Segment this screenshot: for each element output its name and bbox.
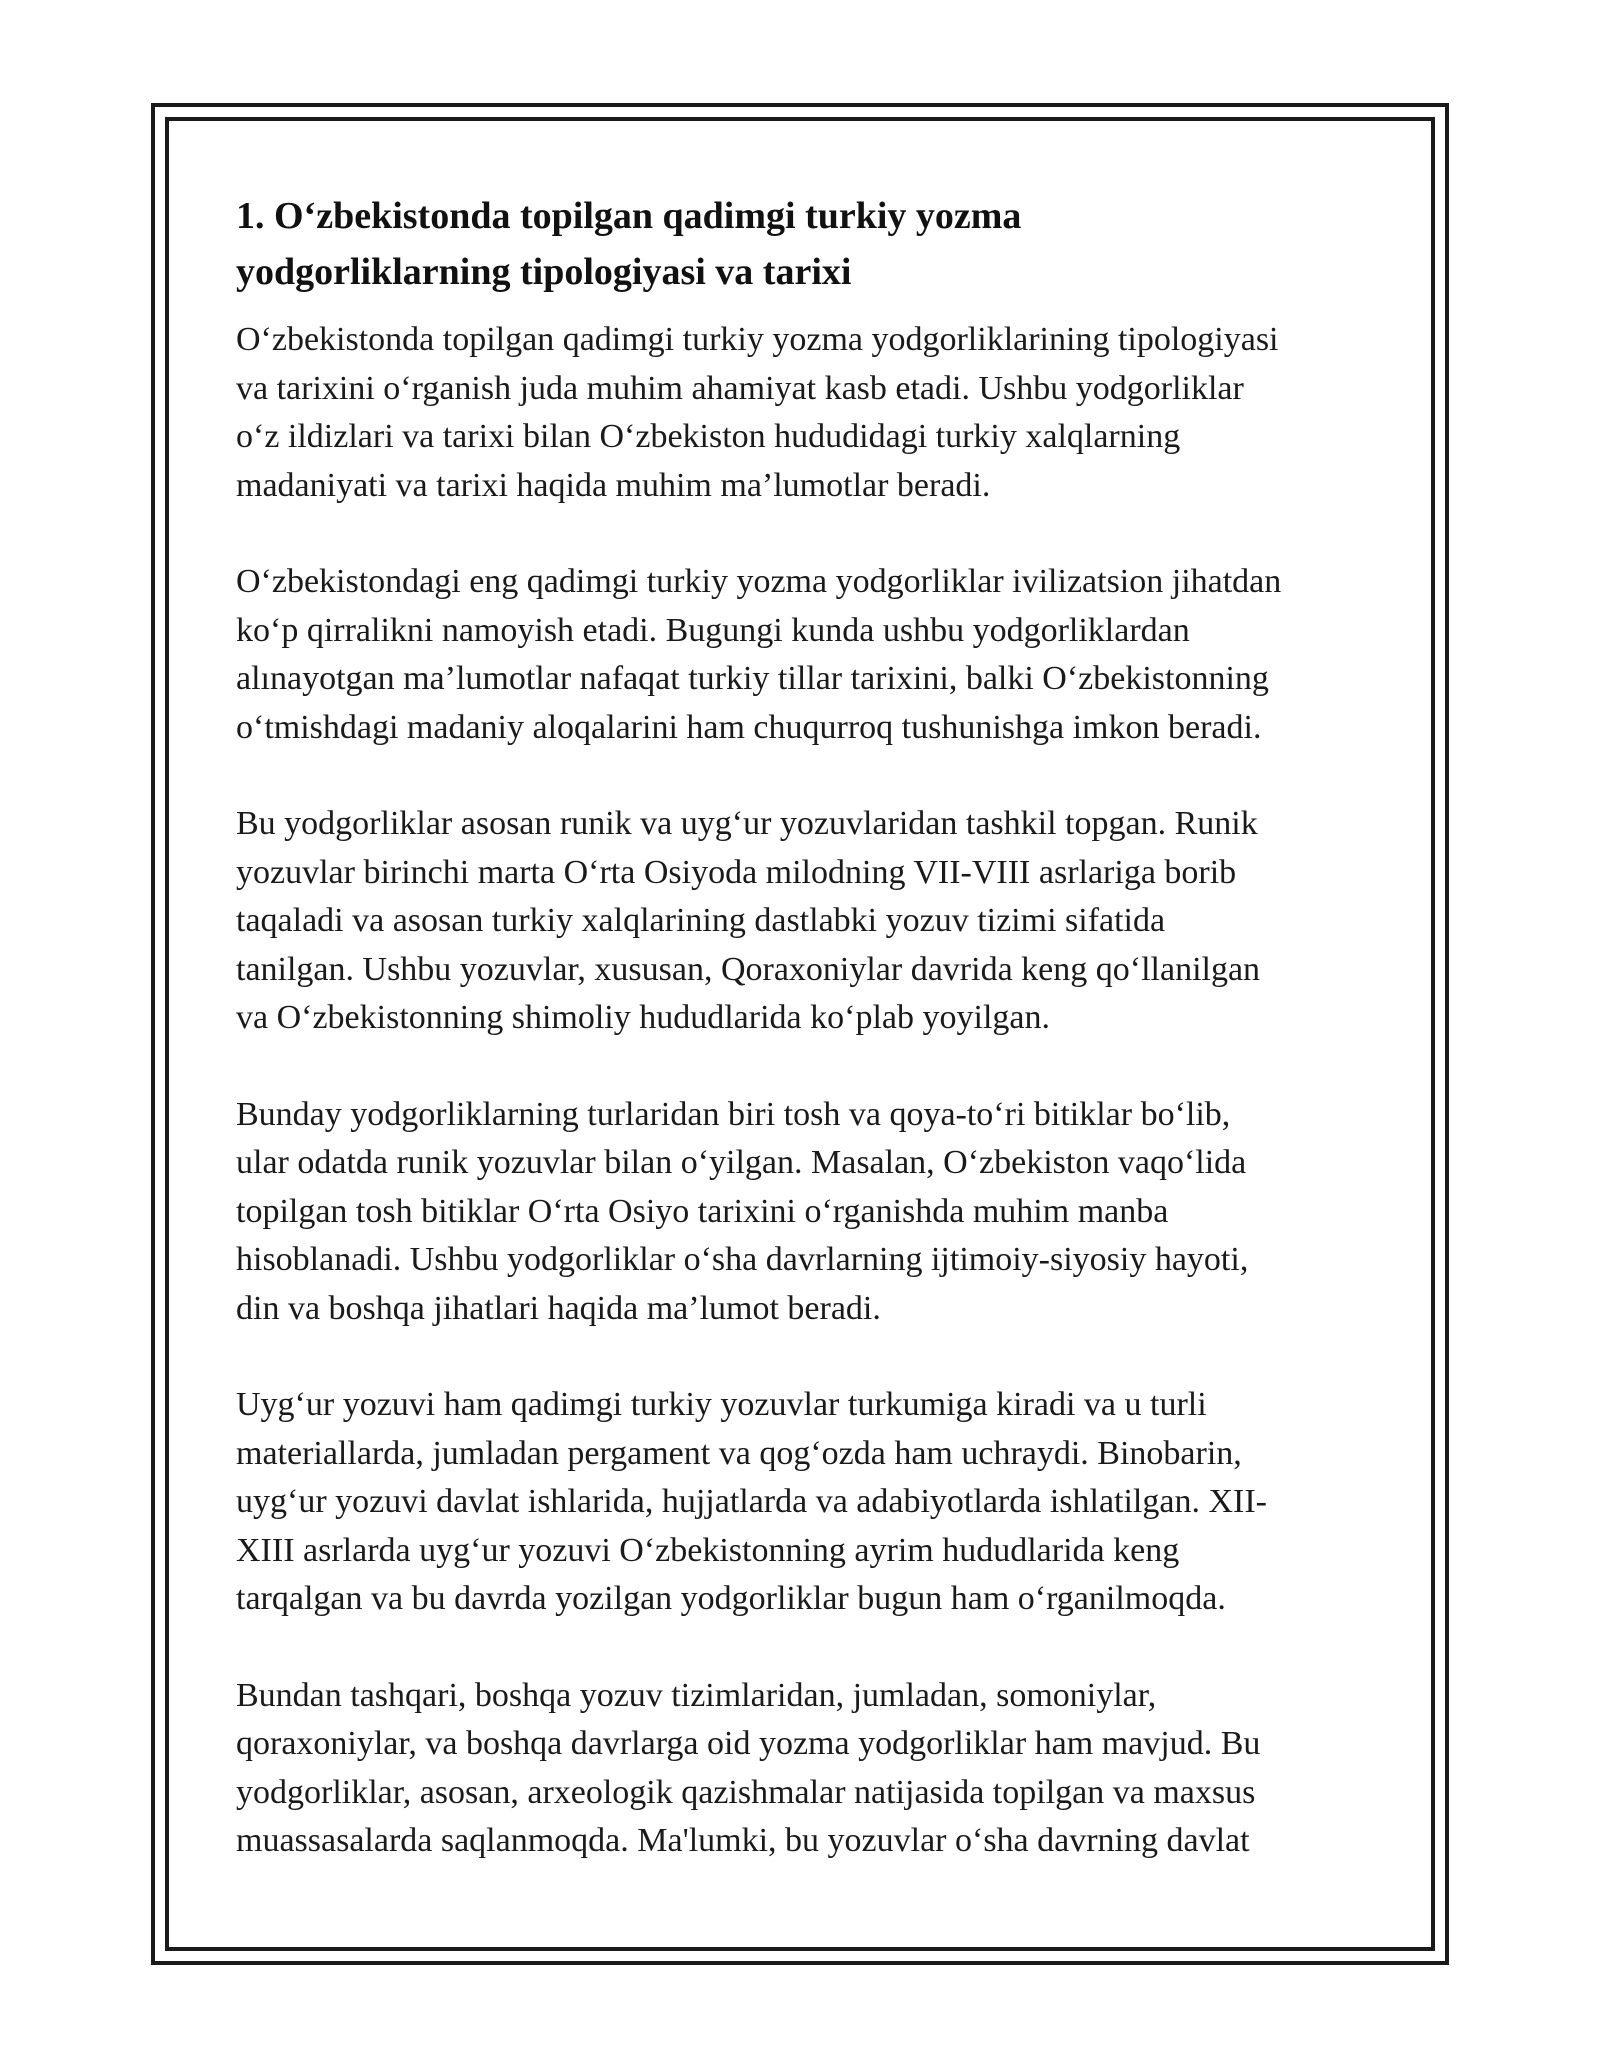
text-line: taqaladi va asosan turkiy xalqlarining dastlabki yozuv tizimi sifatida: [236, 902, 1166, 939]
text-line: topilgan tosh bitiklar O‘rta Osiyo tarixini o‘rganishda muhim manba: [236, 1192, 1169, 1230]
text-line: yozuvlar birinchi marta O‘rta Osiyoda milodning VII-VIII asrlariga borib: [236, 853, 1237, 891]
document-body: [236, 188, 1386, 1914]
text-line: Bunday yodgorliklarning turlaridan biri tosh va qoya-to‘ri bitiklar bo‘lib,: [236, 1095, 1231, 1133]
text-line: va O‘zbekistonning shimoliy hududlarida ko‘plab yoyilgan.: [236, 999, 1050, 1036]
text-line: alınayotgan ma’lumotlar nafaqat turkiy tillar tarixini, balki O‘zbekistonning: [236, 660, 1269, 697]
text-line: tarqalgan va bu davrda yozilgan yodgorliklar bugun ham o‘rganilmoqda.: [236, 1580, 1226, 1617]
text-line: o‘z ildizlari va tarixi bilan O‘zbekiston hududidagi turkiy xalqlarning: [236, 418, 1181, 455]
paragraph-4: [236, 1091, 1386, 1334]
paragraph-6: [236, 1672, 1386, 1866]
text-line: O‘zbekistondagi eng qadimgi turkiy yozma yodgorliklar ivilizatsion jihatdan: [236, 563, 1282, 600]
paragraph-3: [236, 800, 1386, 1043]
text-line: materiallarda, jumladan pergament va qog‘ozda ham uchraydi. Binobarin,: [236, 1434, 1242, 1472]
text-line: hisoblanadi. Ushbu yodgorliklar o‘sha davrlarning ijtimoiy-siyosiy hayoti,: [236, 1241, 1249, 1278]
heading-line: 1. O‘zbekistonda topilgan qadimgi turkiy yozma: [236, 195, 1022, 237]
text-line: Uyg‘ur yozuvi ham qadimgi turkiy yozuvlar turkumiga kiradi va u turli: [236, 1386, 1207, 1423]
text-line: madaniyati va tarixi haqida muhim ma’lumotlar beradi.: [236, 466, 991, 504]
text-line: o‘tmishdagi madaniy aloqalarini ham chuqurroq tushunishga imkon beradi.: [236, 708, 1262, 746]
text-line: yodgorliklar, asosan, arxeologik qazishmalar natijasida topilgan va maxsus: [236, 1773, 1256, 1811]
section-heading: [236, 188, 1386, 300]
text-line: din va boshqa jihatlari haqida ma’lumot beradi.: [236, 1289, 881, 1327]
text-line: O‘zbekistonda topilgan qadimgi turkiy yozma yodgorliklarining tipologiyasi: [236, 321, 1279, 358]
text-line: XIII asrlarda uyg‘ur yozuvi O‘zbekistonning ayrim hududlarida keng: [236, 1531, 1180, 1569]
paragraph-5: [236, 1381, 1386, 1624]
text-line: muassasalarda saqlanmoqda. Ma'lumki, bu yozuvlar o‘sha davrning davlat: [236, 1822, 1250, 1859]
heading-line: yodgorliklarning tipologiyasi va tarixi: [236, 251, 852, 293]
text-line: ular odatda runik yozuvlar bilan o‘yilgan. Masalan, O‘zbekiston vaqo‘lida: [236, 1144, 1247, 1181]
text-line: tanilgan. Ushbu yozuvlar, xususan, Qoraxoniylar davrida keng qo‘llanilgan: [236, 950, 1261, 988]
paragraph-2: [236, 558, 1386, 752]
text-line: va tarixini o‘rganish juda muhim ahamiyat kasb etadi. Ushbu yodgorliklar: [236, 369, 1244, 407]
text-line: Bundan tashqari, boshqa yozuv tizimlaridan, jumladan, somoniylar,: [236, 1676, 1157, 1714]
text-line: uyg‘ur yozuvi davlat ishlarida, hujjatlarda va adabiyotlarda ishlatilgan. XII-: [236, 1483, 1267, 1520]
paragraph-1: [236, 316, 1386, 510]
text-line: Bu yodgorliklar asosan runik va uyg‘ur yozuvlaridan tashkil topgan. Runik: [236, 805, 1258, 842]
text-line: ko‘p qirralikni namoyish etadi. Bugungi kunda ushbu yodgorliklardan: [236, 611, 1190, 649]
text-line: qoraxoniylar, va boshqa davrlarga oid yozma yodgorliklar ham mavjud. Bu: [236, 1725, 1261, 1762]
